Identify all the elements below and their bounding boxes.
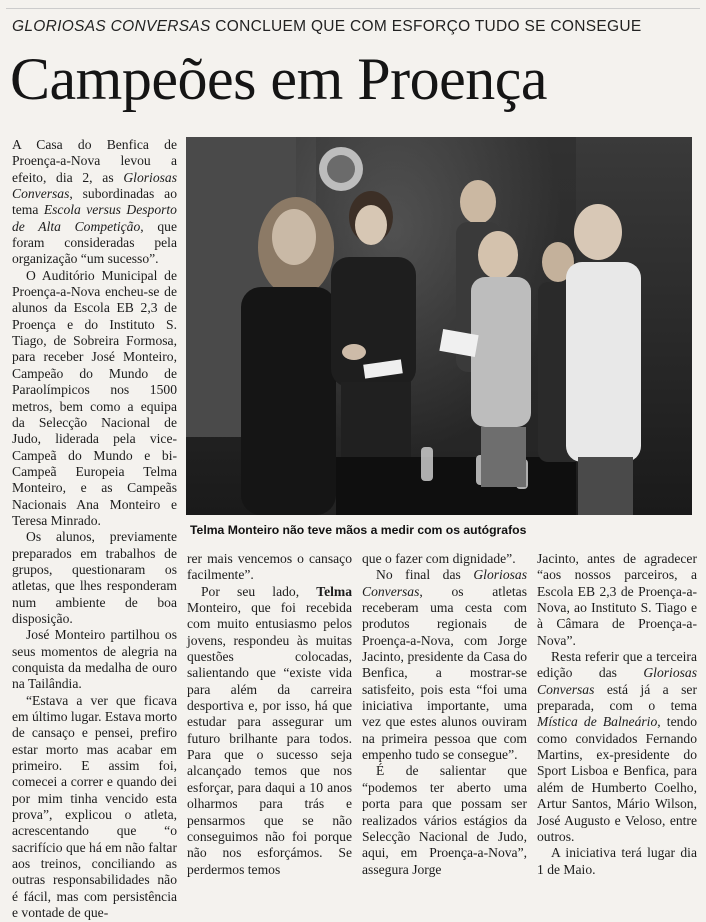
paragraph: rer mais vencemos o cansaço facilmente”. xyxy=(187,551,352,583)
article-column-3 xyxy=(362,551,527,878)
article-column-2 xyxy=(187,551,352,878)
text-run: Por seu lado, xyxy=(201,583,317,599)
text-run: , subordinadas ao tema xyxy=(12,186,177,218)
article-column-4 xyxy=(537,551,697,878)
article-photo xyxy=(186,137,692,515)
text-run: , tendo como convidados Fernando Martins, ex-presidente do Sport Lisboa e Benfica, para além de Humberto Coelho, Artur Santos, Mário Wilson, José Augusto e Veloso, entre outros. xyxy=(537,714,697,844)
text-run: , que foram consideradas pela organização “um sucesso”. xyxy=(12,218,177,267)
kicker-rest: CONCLUEM QUE COM ESFORÇO TUDO SE CONSEGUE xyxy=(210,18,642,35)
text-run-italic: Escola versus Desporto de Alta Competição xyxy=(12,202,177,234)
paragraph-intro xyxy=(12,137,177,268)
paragraph xyxy=(362,567,527,763)
text-run: está já a ser preparada, com o tema xyxy=(537,681,697,714)
paragraph: que o fazer com dignidade”. xyxy=(362,551,516,566)
kicker-series: GLORIOSAS CONVERSAS xyxy=(12,18,211,35)
paragraph: Os alunos, previamente preparados em trabalhos de grupos, questionaram os atletas, que lhes responderam num ambiente de boa disposição. xyxy=(12,529,177,626)
text-run: Monteiro, que foi recebida com muito entusiasmo pelos jovens, respondeu às muitas questões colocadas, salientando que “existe vida para além da carreira desportiva e, por isso, há que estudar para assegurar um futuro brilhante para todos. Para que o sucesso seja alcançado temos que nos esforçar, para daqui a 10 anos olharmos para trás e pensarmos que se não conseguimos não foi porque não nos esforçámos. Se perdermos temos xyxy=(187,600,352,877)
top-rule xyxy=(6,8,700,9)
article-column-1 xyxy=(12,137,177,921)
kicker xyxy=(12,18,692,36)
headline: Campeões em Proença xyxy=(10,46,547,112)
photo-illustration xyxy=(186,137,692,515)
text-run-italic: Gloriosas Conversas xyxy=(12,169,177,202)
paragraph: Jacinto, antes de agradecer “aos nossos parceiros, a Escola EB 2,3 de Proença-a-Nova, ao Instituto S. Tiago e à Câmara de Proença-a-Nova”. xyxy=(537,551,697,648)
text-run: No final das xyxy=(376,567,474,583)
paragraph: José Monteiro partilhou os seus momentos de alegria na conquista da medalha de ouro na Tailândia. xyxy=(12,627,177,692)
text-run: Resta referir que a terceira edição das xyxy=(537,649,697,681)
text-run-italic: Mística de Balneário xyxy=(537,714,658,730)
text-run-italic: Gloriosas Conversas xyxy=(362,567,527,599)
text-run-italic: Gloriosas Conversas xyxy=(537,665,697,697)
paragraph: É de salientar que “podemos ter aberto uma porta para que possam ser realizados vários estágios da Selecção Nacional de Judo, aqui, em Proença-a-Nova”, assegura Jorge xyxy=(362,763,527,877)
text-run-bold: Telma xyxy=(316,583,352,599)
paragraph: O Auditório Municipal de Proença-a-Nova encheu-se de alunos da Escola EB 2,3 de Proença e do Instituto S. Tiago, de Sobreira Formosa, para receber José Monteiro, Campeão do Mundo de Paraolímpicos nos 1500 metros, bem como a equipa da Selecção Nacional de Judo, liderada pela vice-Campeã do Mundo e bi-Campeã Europeia Telma Monteiro, e as Campeãs Nacionais Ana Monteiro e Teresa Minrado. xyxy=(12,267,177,528)
text-run: A Casa do Benfica de Proença-a-Nova levou a efeito, dia 2, as xyxy=(12,137,177,185)
paragraph: “Estava a ver que ficava em último lugar. Estava morto de cansaço e pensei, prefiro estar morto mas acabar em primeiro. E assim foi, comecei a correr e quando dei por mim tinha vencido esta prova”, explicou o atleta, acrescentando que “o sacrifício que há em não faltar aos treinos, conciliando as outras responsabilidades não é fácil, mas com persistência e vontade de que- xyxy=(12,692,177,921)
photo-caption: Telma Monteiro não teve mãos a medir com os autógrafos xyxy=(190,523,527,537)
text-run: , os atletas receberam uma cesta com produtos regionais de Proença-a-Nova, com Jorge Jacinto, presidente da Casa do Benfica, a mostrar-se satisfeito, pois esta “foi uma iniciativa importante, uma vez que estes alunos ouviram na primeira pessoa que com empenho tudo se consegue”. xyxy=(362,583,527,763)
paragraph: A iniciativa terá lugar dia 1 de Maio. xyxy=(537,845,697,877)
paragraph xyxy=(187,584,352,878)
paragraph xyxy=(537,649,697,845)
